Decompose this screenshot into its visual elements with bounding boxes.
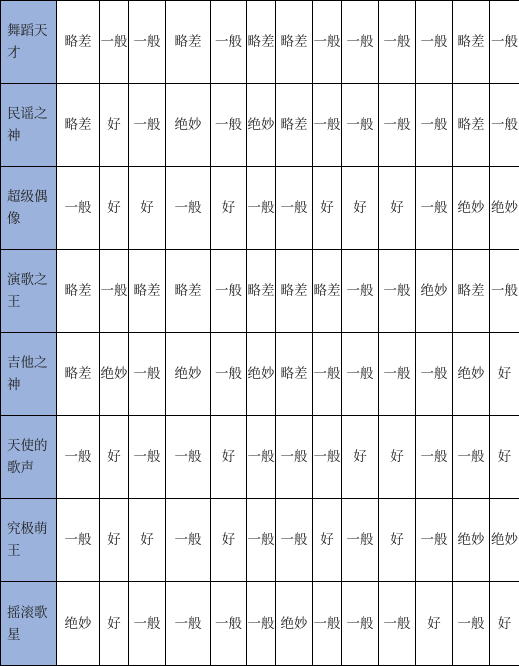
rating-cell: 略差 [166,250,211,333]
rating-cell: 一般 [276,416,313,499]
rating-cell: 一般 [342,499,379,582]
table-row [1,416,519,499]
rating-cell: 一般 [211,333,247,416]
rating-cell: 好 [490,416,519,499]
table-row [1,333,519,416]
rating-cell: 一般 [166,499,211,582]
rating-cell: 略差 [453,1,490,84]
rating-cell: 一般 [416,416,453,499]
rating-cell: 一般 [490,1,519,84]
rating-cell: 一般 [453,582,490,666]
rating-cell: 绝妙 [166,333,211,416]
rating-cell: 略差 [57,250,100,333]
rating-cell: 绝妙 [416,250,453,333]
rating-cell: 一般 [342,84,379,167]
rating-cell: 一般 [129,1,166,84]
rating-cell: 一般 [211,250,247,333]
rating-cell: 好 [100,84,129,167]
rating-cell: 一般 [313,582,342,666]
rating-cell: 一般 [342,333,379,416]
row-name-cell: 吉他之神 [1,333,57,416]
rating-cell: 一般 [379,84,416,167]
rating-cell: 一般 [211,1,247,84]
rating-cell: 一般 [490,250,519,333]
rating-cell: 一般 [276,499,313,582]
rating-cell: 好 [313,499,342,582]
rating-cell: 好 [100,416,129,499]
rating-cell: 略差 [276,333,313,416]
rating-cell: 绝妙 [247,333,276,416]
table-row [1,499,519,582]
rating-cell: 好 [313,167,342,250]
table-row [1,1,519,84]
rating-cell: 一般 [379,333,416,416]
rating-cell: 一般 [416,333,453,416]
rating-cell: 绝妙 [490,167,519,250]
rating-cell: 略差 [276,250,313,333]
rating-cell: 好 [100,582,129,666]
rating-cell: 一般 [416,84,453,167]
rating-cell: 一般 [313,84,342,167]
table-row [1,84,519,167]
rating-cell: 好 [129,499,166,582]
rating-cell: 绝妙 [490,499,519,582]
rating-cell: 略差 [276,84,313,167]
rating-cell: 略差 [57,1,100,84]
rating-cell: 一般 [211,84,247,167]
rating-cell: 绝妙 [276,582,313,666]
rating-cell: 绝妙 [453,499,490,582]
rating-cell: 好 [342,167,379,250]
rating-cell: 一般 [342,582,379,666]
rating-cell: 好 [379,499,416,582]
row-name-cell: 民谣之神 [1,84,57,167]
rating-cell: 一般 [129,333,166,416]
rating-cell: 一般 [313,333,342,416]
rating-cell: 绝妙 [166,84,211,167]
rating-cell: 好 [211,499,247,582]
rating-cell: 绝妙 [57,582,100,666]
rating-cell: 一般 [166,167,211,250]
rating-cell: 好 [342,416,379,499]
rating-cell: 好 [416,582,453,666]
rating-cell: 略差 [57,84,100,167]
rating-cell: 略差 [129,250,166,333]
rating-cell: 一般 [379,250,416,333]
rating-cell: 一般 [453,416,490,499]
rating-cell: 一般 [342,250,379,333]
rating-cell: 好 [379,167,416,250]
rating-cell: 一般 [276,167,313,250]
rating-cell: 一般 [129,416,166,499]
rating-cell: 一般 [313,1,342,84]
rating-cell: 一般 [247,167,276,250]
rating-cell: 一般 [57,167,100,250]
rating-cell: 一般 [490,84,519,167]
rating-cell: 绝妙 [247,84,276,167]
rating-cell: 绝妙 [453,333,490,416]
rating-cell: 一般 [247,499,276,582]
rating-cell: 一般 [247,582,276,666]
rating-cell: 一般 [129,582,166,666]
rating-cell: 一般 [57,416,100,499]
rating-cell: 略差 [276,1,313,84]
row-name-cell: 究极萌王 [1,499,57,582]
rating-cell: 略差 [453,84,490,167]
table-body [1,1,519,666]
rating-cell: 一般 [247,416,276,499]
rating-cell: 一般 [342,1,379,84]
rating-cell: 略差 [313,250,342,333]
rating-cell: 一般 [57,499,100,582]
rating-cell: 略差 [247,250,276,333]
rating-cell: 好 [100,499,129,582]
row-name-cell: 天使的歌声 [1,416,57,499]
rating-cell: 一般 [313,416,342,499]
rating-cell: 好 [490,582,519,666]
row-name-cell: 舞蹈天才 [1,1,57,84]
rating-cell: 一般 [100,1,129,84]
rating-cell: 一般 [379,1,416,84]
rating-cell: 好 [490,333,519,416]
rating-cell: 略差 [453,250,490,333]
rating-cell: 一般 [100,250,129,333]
rating-cell: 一般 [379,582,416,666]
rating-cell: 略差 [166,1,211,84]
rating-cell: 好 [211,416,247,499]
rating-cell: 好 [379,416,416,499]
table-row [1,582,519,666]
row-name-cell: 演歌之王 [1,250,57,333]
rating-cell: 略差 [57,333,100,416]
rating-cell: 一般 [416,1,453,84]
rating-cell: 好 [211,167,247,250]
rating-cell: 一般 [166,582,211,666]
rating-cell: 绝妙 [100,333,129,416]
rating-cell: 略差 [247,1,276,84]
rating-cell: 一般 [416,499,453,582]
rating-cell: 一般 [416,167,453,250]
row-name-cell: 超级偶像 [1,167,57,250]
rating-cell: 好 [100,167,129,250]
rating-cell: 好 [129,167,166,250]
table-row [1,167,519,250]
rating-cell: 一般 [211,582,247,666]
rating-cell: 绝妙 [453,167,490,250]
row-name-cell: 摇滚歌星 [1,582,57,666]
rating-cell: 一般 [129,84,166,167]
table-row [1,250,519,333]
rating-cell: 一般 [166,416,211,499]
